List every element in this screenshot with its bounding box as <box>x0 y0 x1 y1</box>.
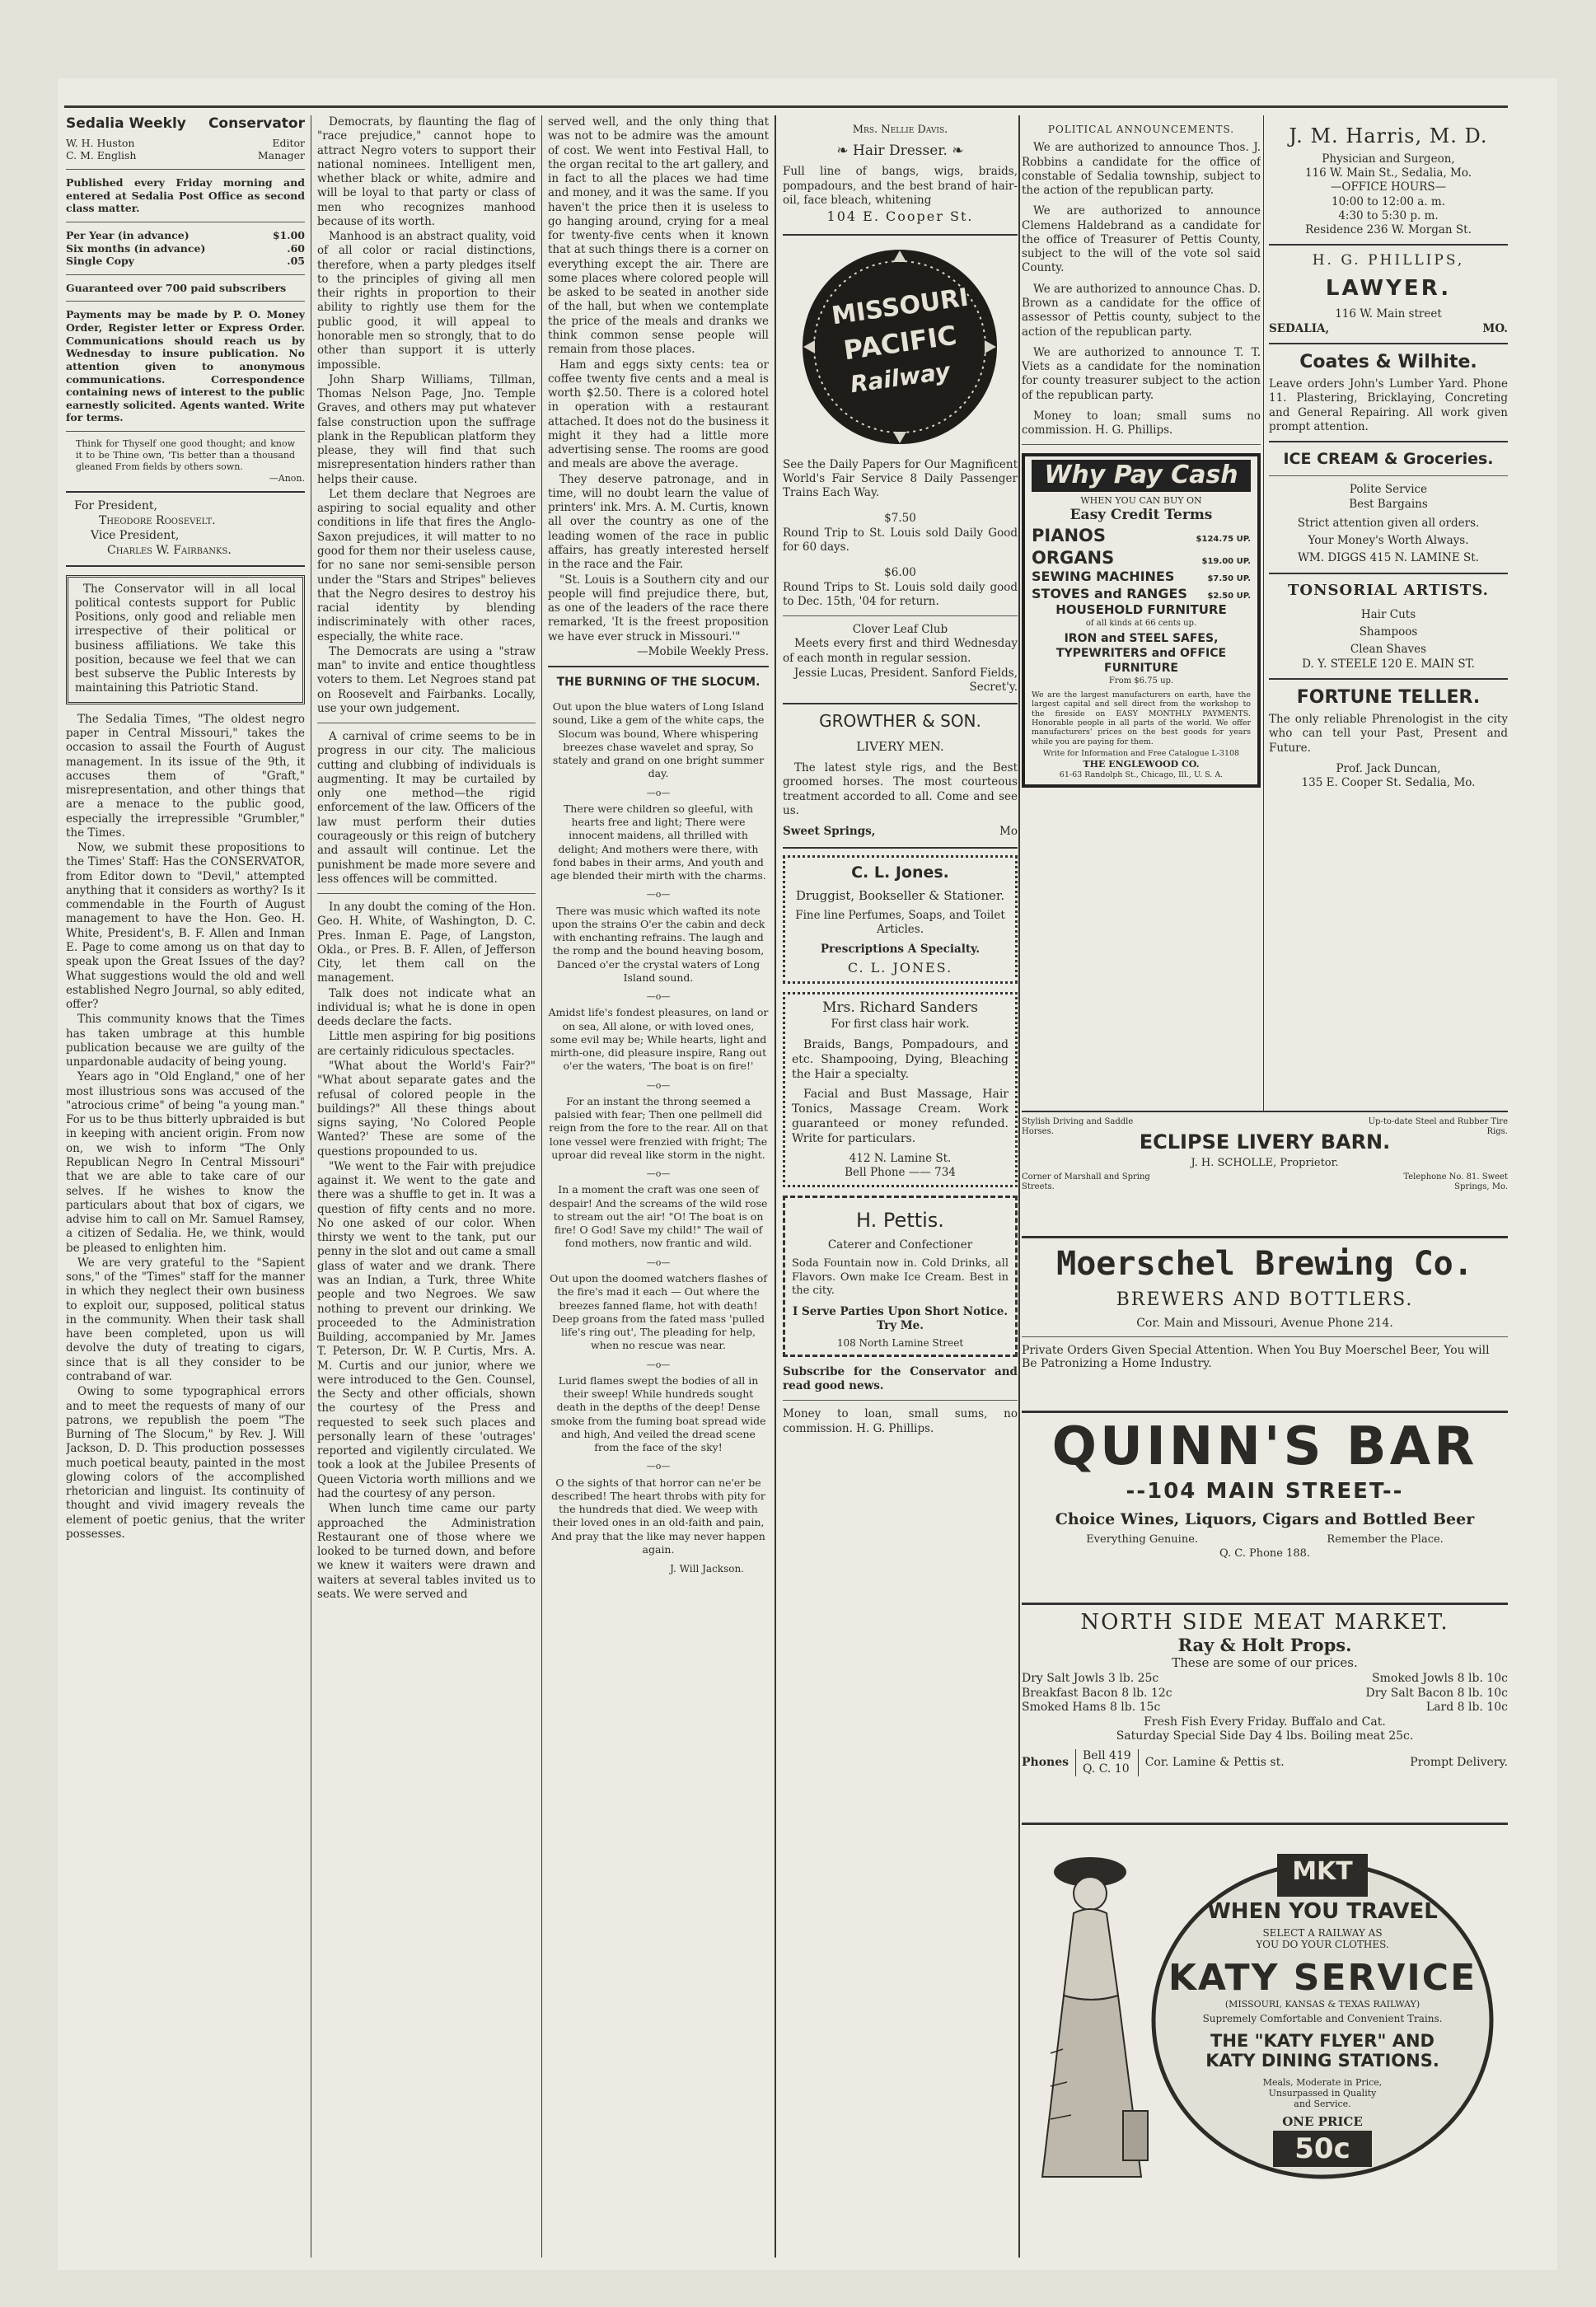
ad-title: FORTUNE TELLER. <box>1296 686 1481 708</box>
verse: Think for Thyself one good thought; and know it to be Thine own, 'Tis better than a thousand gleaned From fields by others sown. <box>76 438 295 472</box>
ad-line: Supremely Comfortable and Convenient Trains. <box>1202 2013 1443 2024</box>
phone-bell: Bell 419 <box>1083 1748 1131 1762</box>
article-paragraph: The Democrats are using a "straw man" to invite and entice thoughtless voters to them. Let Negroes stand pat on Roosevelt and Fairbanks. Locally, use your own judgement. <box>317 644 536 715</box>
price-row <box>1022 1701 1508 1715</box>
price-item: Lard 8 lb. 10c <box>1425 1701 1508 1714</box>
ad-subtitle: LAWYER. <box>1325 276 1452 302</box>
editor-role: Editor <box>272 136 305 149</box>
notices: Payments may be made by P. O. Money Order, Register letter or Express Order. Communications should reach us by Wednesday to insure publication. No attention given to anonymous communications. Correspondence containing news of interest to the public earnestly solicited. Agents wanted. Write for terms. <box>66 308 305 424</box>
ad-title: WHEN YOU TRAVEL <box>1207 1899 1438 1924</box>
article-credit: —Mobile Weekly Press. <box>637 644 769 658</box>
ad-title: NORTH SIDE MEAT MARKET. <box>1080 1610 1449 1635</box>
column-rule <box>541 115 542 2258</box>
price-item: Dry Salt Jowls 3 lb. 25c <box>1022 1672 1159 1685</box>
article-paragraph: Talk does not indicate what an individual is; what he is done in open deeds declare the facts. <box>317 986 536 1029</box>
ad-subtitle: Caterer and Confectioner <box>827 1238 973 1252</box>
product-name: STOVES and RANGES <box>1032 585 1187 601</box>
column-4-ads <box>783 124 1018 2266</box>
ad-address: 116 W. Main street <box>1335 307 1442 321</box>
article-paragraph: "What about the World's Fair?" "What about separate gates and the refusal of colored people in the buildings?" All these things about signs saying, 'No Colored People Wanted?' These are some of the questions propounded to us. <box>317 1060 536 1158</box>
column-2 <box>317 115 536 2274</box>
ad-note: Up-to-date Steel and Rubber Tire Rigs. <box>1368 1117 1508 1136</box>
ad-address: 116 W. Main St., Sedalia, Mo. <box>1304 166 1472 180</box>
logo-text: Railway <box>848 357 952 399</box>
publication-info: Published every Friday morning and entered at Sedalia Post Office as second class matter. <box>66 176 305 215</box>
ad-state: Mo <box>999 825 1018 839</box>
rate-row <box>66 255 305 268</box>
ad-address: 412 N. Lamine St. <box>849 1151 952 1165</box>
article-paragraph: When lunch time came our party approached the Administration Restaurant one of those where we looked to be turned down, and before we knew it waiters were drawn and waiters at several tables invited us to seats. We were served and <box>317 1502 536 1601</box>
ad-proprietor: J. H. SCHOLLE, Proprietor. <box>1191 1157 1339 1169</box>
column-rule <box>1018 115 1020 2258</box>
ad-body: The latest style rigs, and the Best groomed horses. The most courteous treatment accorded to all. Come and see us. <box>783 761 1018 817</box>
masthead <box>66 115 305 133</box>
product-name: ORGANS <box>1032 547 1115 568</box>
ticket <box>66 499 305 559</box>
ad-title: QUINN'S BAR <box>1051 1416 1478 1477</box>
ad-note: Stylish Driving and Saddle Horses. <box>1022 1117 1134 1136</box>
ad-line: Best Bargains <box>1349 497 1428 511</box>
ticket-line: Vice President, <box>91 528 180 542</box>
ad-quinns-bar <box>1022 1411 1508 1596</box>
ad-address: WM. DIGGS 415 N. LAMINE St. <box>1298 551 1479 565</box>
poem-stanza: In a moment the craft was one seen of despair! And the screams of the wild rose to stream out the air! "O! The boat is on fire! O God! Save my child!" The wail of fond mothers, now frantic and wild. <box>549 1183 768 1250</box>
fare-text: Round Trips to St. Louis sold daily good to Dec. 15th, '04 for return. <box>783 580 1018 608</box>
ad-subtitle: LIVERY MEN. <box>856 738 944 754</box>
ad-body: Full line of bangs, wigs, braids, pompadours, and the best brand of hair-oil, face bleach, whitening <box>783 165 1018 207</box>
ad-address: Cor. Main and Missouri, Avenue Phone 214. <box>1136 1317 1393 1330</box>
masthead-title: Sedalia Weekly <box>66 115 186 132</box>
ad-address: 135 E. Cooper St. Sedalia, Mo. <box>1301 776 1476 790</box>
price-item: Dry Salt Bacon 8 lb. 10c <box>1365 1686 1508 1700</box>
ad-line: Shampoos <box>1359 625 1418 639</box>
product-price: $7.50 UP. <box>1207 574 1251 584</box>
column-3 <box>548 115 769 2274</box>
katy-logo-text: MKT <box>1292 1857 1353 1886</box>
product-price: of all kinds at 66 cents up. <box>1085 618 1197 628</box>
ad-price-label: ONE PRICE <box>1282 2114 1363 2129</box>
ad-hours: 10:00 to 12:00 a. m. <box>1332 194 1445 208</box>
ad-body: See the Daily Papers for Our Magnificent World's Fair Service 8 Daily Passenger Trains Each Way. <box>783 457 1018 500</box>
ad-line: Your Money's Worth Always. <box>1308 534 1469 548</box>
ad-trade: ❧ Hair Dresser. ❧ <box>836 142 964 159</box>
poem-stanza: O the sights of that horror can ne'er be described! The heart throbs with pity for the hundreds that died. We weep with their loved ones in an old-faith and pain, And pray that the like may never happen again. <box>551 1476 765 1556</box>
ad-body: The only reliable Phrenologist in the city who can tell your Past, Present and Future. <box>1269 712 1508 755</box>
ad-address: D. Y. STEELE 120 E. MAIN ST. <box>1302 657 1475 671</box>
product-price: $19.00 UP. <box>1201 556 1251 566</box>
product-name: HOUSEHOLD FURNITURE <box>1055 602 1227 618</box>
rate-row <box>66 229 305 242</box>
ad-north-side-meat-market <box>1022 1603 1508 1817</box>
lady-traveler-illustration-icon <box>1026 1839 1158 2185</box>
rate-price: .60 <box>287 241 305 255</box>
manager-name: C. M. English <box>66 149 137 162</box>
rate-label: Per Year (in advance) <box>66 228 190 241</box>
phone-qc: Q. C. 10 <box>1083 1762 1130 1776</box>
column-1 <box>66 115 305 2274</box>
ad-title: J. M. Harris, M. D. <box>1289 124 1488 147</box>
money-notice: Money to loan, small sums, no commission. H. G. Phillips. <box>783 1407 1018 1435</box>
poem-stanza: There were children so gleeful, with hearts free and light; There were innocent maidens, all thrilled with delight; And mothers were there, with fond babes in their arms, And youth and age blended their mirth with the charms. <box>550 802 766 882</box>
ad-catalogue: Write for Information and Free Catalogue L-3108 <box>1042 749 1240 759</box>
product-name: IRON and STEEL SAFES, TYPEWRITERS and OFFICE FURNITURE <box>1055 632 1227 676</box>
price-item: Smoked Hams 8 lb. 15c <box>1022 1701 1161 1714</box>
ad-hours-title: —OFFICE HOURS— <box>1330 180 1447 194</box>
rate-label: Six months (in advance) <box>66 241 206 255</box>
product-name: PIANOS <box>1032 525 1107 545</box>
ad-body: Soda Fountain now in. Cold Drinks, all Flavors. Own make Ice Cream. Best in the city. <box>792 1257 1009 1298</box>
fare-text: Round Trip to St. Louis sold Daily Good for 60 days. <box>783 526 1018 554</box>
rate-label: Single Copy <box>66 255 134 268</box>
ad-title: Clover Leaf Club <box>852 623 948 637</box>
price-list <box>1022 1672 1508 1744</box>
article-paragraph: In any doubt the coming of the Hon. Geo. H. White, of Washington, D. C. Pres. Inman E. Page, of Langston, Okla., or Pres. B. F. Allen, of Jefferson City, let them call on the management. <box>317 901 536 985</box>
ad-city: SEDALIA, <box>1269 321 1330 335</box>
ticket-president: Theodore Roosevelt. <box>99 513 216 527</box>
poem-stanza: Amidst life's fondest pleasures, on land or on sea, All alone, or with loved ones, some evil may be; While hearts, light and mirth-one, did pleasure inspire, Rang out o'er the waters, 'The boat is on fire!' <box>548 1006 769 1073</box>
ad-growther-livery <box>783 711 1018 839</box>
editor-line <box>66 137 305 150</box>
article-paragraph: They deserve patronage, and in time, will no doubt learn the value of printers' ink. Mrs. A. M. Curtis, known all over the country as one of the leading women of the race in public affairs, has greatly interested herself in the race and the Fair. <box>548 472 769 572</box>
political-announcement: We are authorized to announce Chas. D. Brown as a candidate for the office of assessor of Pettis county, subject to the action of the republican party. <box>1022 282 1261 339</box>
ad-why-pay-cash <box>1022 453 1261 787</box>
price-row <box>1022 1687 1508 1701</box>
article-paragraph: Ham and eggs sixty cents: tea or coffee twenty five cents and a meal is worth $2.50. There is a colored hotel in operation with a restaurant attached. It does not do the business it might it they had a little more advertising sense. The rooms are good and meals are above the average. <box>548 358 769 471</box>
political-announcement: Money to loan; small sums no commission. H. G. Phillips. <box>1022 409 1261 438</box>
ad-trade-text: Hair Dresser. <box>853 142 948 159</box>
ad-richard-sanders <box>783 992 1018 1187</box>
political-announcement: We are authorized to announce Clemens Haldebrand as a candidate for the office of Treasurer of Pettis County, subject to the will of the vote sol said County. <box>1022 204 1261 275</box>
manager-line <box>66 149 305 162</box>
political-announcements-title: POLITICAL ANNOUNCEMENTS. <box>1047 124 1235 135</box>
product-row <box>1032 525 1251 547</box>
product-price: From $6.75 up. <box>1108 676 1174 686</box>
ad-hair-dresser <box>783 124 1018 226</box>
product-name: SEWING MACHINES <box>1032 569 1175 585</box>
katy-circle <box>1145 1847 1500 2185</box>
poem-stanza: Out upon the doomed watchers flashes of the fire's mad it each — Out where the breezes fanned flame, hot with death! Deep groans from the fated mass 'pulled life's ring out', The pleading for help, when no rescue was near. <box>550 1272 767 1352</box>
ad-title: H. Pettis. <box>856 1209 944 1233</box>
ad-clover-leaf-club <box>783 623 1018 695</box>
rates-table <box>66 229 305 268</box>
ad-terms: Easy Credit Terms <box>1069 506 1213 523</box>
logo-text: PACIFIC <box>841 319 959 367</box>
rate-row <box>66 242 305 255</box>
article-paragraph: Little men aspiring for big positions are certainly ridiculous spectacles. <box>317 1030 536 1058</box>
missouri-pacific-logo <box>783 244 1018 450</box>
ad-phone: Telephone No. 81. Sweet Springs, Mo. <box>1403 1172 1508 1191</box>
poem-stanza: There was music which wafted its note upon the strains O'er the cabin and deck with enchanting refrains. The laugh and the romp and the bound heaving bosom, Danced o'er the crystal waters of Long Island sound. <box>551 904 765 984</box>
article-paragraph: Years ago in "Old England," one of her most illustrious sons was accused of the "atrocious crime" of being "a young man." For us to be thus bitterly upbraided is but in keeping with ancient origin. From now on, we wish to inform "The Only Republican Negro In Central Missouri" that we are able to take care of our selves. If he wishes to know the particulars about that box of cigars, we advise him to call on Mr. Samuel Ramsey, a citizen of Sedalia. He, we think, would be pleased to enlighten him. <box>66 1070 305 1255</box>
ad-headline: KATY SERVICE <box>1168 1957 1477 1999</box>
ad-body: Fine line Perfumes, Soaps, and Toilet Articles. <box>795 908 1005 937</box>
ad-line: Meals, Moderate in Price, Unsurpassed in Quality and Service. <box>1262 2077 1383 2109</box>
ad-residence: Residence 236 W. Morgan St. <box>1305 223 1472 237</box>
ad-tagline-row <box>1022 1533 1508 1546</box>
column-6 <box>1269 124 1508 1236</box>
ticket-line: For President, <box>74 499 157 512</box>
phone-numbers <box>1075 1749 1139 1777</box>
ad-title: Moerschel Brewing Co. <box>1056 1245 1473 1283</box>
ad-body: Private Orders Given Special Attention. When You Buy Moerschel Beer, You will Be Patronizing a Home Industry. <box>1022 1344 1490 1370</box>
ad-hours: 4:30 to 5:30 p. m. <box>1338 208 1439 222</box>
ad-signature: C. L. JONES. <box>847 959 953 976</box>
ad-line: Strict attention given all orders. <box>1297 516 1480 530</box>
ad-h-pettis <box>783 1196 1018 1357</box>
ad-subtitle: Ray & Holt Props. <box>1177 1635 1352 1655</box>
ad-title: H. G. PHILLIPS, <box>1312 252 1465 269</box>
ad-company: THE ENGLEWOOD CO. <box>1083 759 1200 770</box>
ad-katy-service <box>1022 1823 1508 2193</box>
ad-signature: Prof. Jack Duncan, <box>1336 761 1441 775</box>
article-paragraph: Manhood is an abstract quality, void of all color or racial distinctions, therefore, when a party pledges itself to the principles of giving all men their rights in proportion to their ability to rightly use them for the public good, it will appeal to honorable men so strongly, that to do other than support it is utterly impossible. <box>317 230 536 372</box>
fare-price: $7.50 <box>884 512 916 526</box>
phones-label: Phones <box>1022 1756 1069 1770</box>
ad-address: Corner of Marshall and Spring Streets. <box>1022 1172 1150 1191</box>
ad-title: Mrs. Richard Sanders <box>822 999 978 1017</box>
ad-address: 108 North Lamine Street <box>836 1336 964 1349</box>
product-row <box>1032 547 1251 569</box>
poem-author: J. Will Jackson. <box>670 1563 744 1575</box>
ad-state: MO. <box>1482 321 1508 335</box>
ad-line: (MISSOURI, KANSAS & TEXAS RAILWAY) <box>1224 1999 1420 2010</box>
poem-stanza: Out upon the blue waters of Long Island sound, Like a gem of the white caps, the Slocum was bound, Where whispering breezes chase wavelet and spray, So stately and grand on one bright summer day. <box>552 700 765 780</box>
ad-title: C. L. Jones. <box>851 863 949 882</box>
article-paragraph: Democrats, by flaunting the flag of "race prejudice," cannot hope to attract Negro voters to support their national nominees. Intelligent men, whether black or white, admire and will be loyal to that party or class of men who recognizes manhood because of its worth. <box>317 115 536 228</box>
fare-price: $6.00 <box>884 566 916 580</box>
product-row <box>1032 569 1251 585</box>
ad-address: 104 E. Cooper St. <box>826 208 974 225</box>
ad-address: --104 MAIN STREET-- <box>1126 1479 1404 1504</box>
ad-body: Braids, Bangs, Pompadours, and etc. Shampooing, Dying, Bleaching the Hair a specialty. <box>792 1038 1009 1082</box>
article-paragraph: John Sharp Williams, Tillman, Thomas Nelson Page, Jno. Temple Graves, and others may put whatever false construction upon the suffrage plank in the Republican platform they please, they will find that such misrepresentation hinders rather than helps their cause. <box>317 372 536 486</box>
article-paragraph: "We went to the Fair with prejudice against it. We went to the gate and there was a shuffle to get in. It was a question of fifty cents and no more. No one asked of our color. When thirsty we went to the tank, put our penny in the slot and out came a small glass of water and we drank. There was an Indian, a Turk, three White people and two Negroes. We saw nothing to prevent our drinking. We proceeded to the Administration Building, accompanied by Mr. James T. Peterson, Dr. W. P. Curtis, Mrs. A. M. Curtis and our junior, where we were introduced to the Gen. Counsel, the Secty and other officials, shown the courtesy of the Press and requested to seek such places and personally learn of these 'outrages' reported and vigilently circulated. We took a look at the Jubilee Presents of Queen Victoria worth millions and we had the courtesy of any person. <box>317 1159 536 1500</box>
ad-moerschel-brewing <box>1022 1236 1508 1405</box>
column-rule <box>1263 115 1264 1112</box>
ad-title: ICE CREAM & Groceries. <box>1283 450 1494 469</box>
ad-tagline: Remember the Place. <box>1327 1533 1444 1547</box>
verse-attribution: —Anon. <box>269 473 305 484</box>
article-paragraph: We are very grateful to the "Sapient sons," of the "Times" staff for the manner in which they neglect their own business to exploit our, supposed, political status in the community. When their task shall have been completed, upon us will devolve the duty of treating to cigars, since that is all they consider to be contraband of war. <box>66 1256 305 1383</box>
column-5 <box>1022 124 1261 1236</box>
ad-contact-row <box>1022 1749 1508 1777</box>
ad-phone: Bell Phone —— 734 <box>845 1165 956 1179</box>
logo-text: MISSOURI <box>830 283 971 331</box>
article-paragraph: Let them declare that Negroes are aspiring to social equality and other conditions in life that fires the Anglo-Saxon prejudices, it will matter to no good for them nor their useless cause, for no sane nor semi-sensible person under the "Stars and Stripes" believes that the Negro desires to destroy his racial identity by blending indiscriminately with other races, especially, the white race. <box>317 487 536 643</box>
poem-title: THE BURNING OF THE SLOCUM. <box>556 676 761 690</box>
ad-body: Meets every first and third Wednesday of each month in regular session. <box>783 637 1018 665</box>
ad-intro: These are some of our prices. <box>1172 1655 1358 1670</box>
ad-line: Polite Service <box>1349 483 1428 497</box>
ad-officers: Jessie Lucas, President. Sanford Fields, Secret'y. <box>793 666 1018 695</box>
price-item: Breakfast Bacon 8 lb. 12c <box>1022 1686 1172 1700</box>
article-paragraph: Now, we submit these propositions to the Times' Staff: Has the CONSERVATOR, from Editor down to "Devil," attempted anything that it considers as worthy? Is it commendable in the Fourth of August management to have the Hon. Geo. H. White, President's, B. F. Allen and Inman E. Page to come among us on that day to speak upon the Great Issues of the day? What suggestions would the old and well established Negro Journal, so ably edited, offer? <box>66 841 305 1012</box>
ad-delivery: Prompt Delivery. <box>1410 1756 1508 1770</box>
ad-line: SELECT A RAILWAY AS YOU DO YOUR CLOTHES. <box>1256 1927 1389 1950</box>
ad-subtitle: WHEN YOU CAN BUY ON <box>1080 494 1202 506</box>
article-paragraph: A carnival of crime seems to be in progress in our city. The malicious cutting and clubbing of individuals is augmenting. It may be curtailed by only one method—the rigid enforcement of the law. Officers of the law must perform their duties courageously or this reign of butchery and assault will continue. Let the punishment be made more severe and less offences will be committed. <box>317 730 536 886</box>
ad-body: Facial and Bust Massage, Hair Tonics, Massage Cream. Work guaranteed or money refunded. Write for particulars. <box>792 1087 1009 1145</box>
product-row <box>1032 586 1251 602</box>
article-paragraph: served well, and the only thing that was not to be admire was the amount of cost. We went into Festival Hall, to the organ recital to the art gallery, and in fact to all the places we had time and money, and it was the same. If you haven't the price then it is useless to go hanging around, crying for a meal for twenty-five cents when it known that at such things there is a corner on everything except the air. There are some places where colored people will be asked to be seated in another side of the hall, but when we contemplate the price of the meals and dranks we think common sense people will remain from those places. <box>548 115 769 357</box>
ad-subtitle: For first class hair work. <box>831 1017 970 1031</box>
ad-line: Clean Shaves <box>1350 643 1427 657</box>
policy-box <box>66 575 305 704</box>
price-note: Fresh Fish Every Friday. Buffalo and Cat. <box>1144 1715 1386 1729</box>
ad-highlight: I Serve Parties Upon Short Notice. Try Me. <box>792 1304 1009 1333</box>
ad-footer-row <box>1022 1172 1508 1192</box>
subscribe-notice: Subscribe for the Conservator and read good news. <box>783 1364 1018 1393</box>
product-price: $2.50 UP. <box>1207 591 1251 601</box>
top-rule <box>64 105 1508 108</box>
product-price: $124.75 UP. <box>1196 534 1251 544</box>
masthead-title-2: Conservator <box>208 115 305 132</box>
rate-price: .05 <box>287 255 305 268</box>
column-rule <box>775 115 776 2258</box>
article-paragraph: This community knows that the Times has taken umbrage at this humble publication because we are guilty of the unpardonable audacity of being young. <box>66 1013 305 1069</box>
ad-title: Mrs. Nellie Davis. <box>852 124 948 136</box>
poem-stanza: For an instant the throng seemed a palsied with fear; Then one pellmell did reign from the fore to the rear. All on that lone vessel were frenzied with fright; The uproar did reveal like storm in the night. <box>549 1094 768 1161</box>
policy-text: The Conservator will in all local political contests support for Public Positions, only good and reliable men irrespective of their political or business affiliations. We take this position, because we feel that we can best subserve the Public Interests by maintaining this Patriotic Stand. <box>75 582 296 695</box>
price-item: Smoked Jowls 8 lb. 10c <box>1372 1672 1508 1685</box>
ad-highlight: Prescriptions A Specialty. <box>820 942 981 956</box>
ad-subtitle: BREWERS AND BOTTLERS. <box>1116 1289 1414 1310</box>
ad-title: TONSORIAL ARTISTS. <box>1288 581 1489 599</box>
ad-subtitle: Druggist, Bookseller & Stationer. <box>795 887 1005 903</box>
circulation: Guaranteed over 700 paid subscribers <box>66 281 287 294</box>
ad-title: Why Pay Cash <box>1032 460 1251 491</box>
article-paragraph: The Sedalia Times, "The oldest negro paper in Central Missouri," takes the occasion to assail the Fourth of August management. In its issue of the 9th, it accuses them of "Graft," misrepresentation, and other things that are a menace to the public good, especially the irrepressible "Grumbler," the Times. <box>66 712 305 840</box>
ad-title: ECLIPSE LIVERY BARN. <box>1139 1130 1391 1154</box>
editor-name: W. H. Huston <box>66 136 135 149</box>
ad-body: We are the largest manufacturers on earth, have the largest capital and sell direct from the workshop to the fireside on EASY MONTHLY PAYMENTS. Honorable people in all parts of the world. We offer manufacturers' prices on the best goods for years while you are paying for them. <box>1032 690 1251 746</box>
ad-line: Hair Cuts <box>1360 607 1416 621</box>
manager-role: Manager <box>257 149 305 162</box>
ticket-vice-president: Charles W. Fairbanks. <box>107 543 232 557</box>
ad-address: Cor. Lamine & Pettis st. <box>1144 1756 1285 1770</box>
article-paragraph: "St. Louis is a Southern city and our people will find prejudice there, but, as one of the leaders of the race there remarked, 'It is the freest proposition we have ever struck in Missouri.'" <box>548 573 769 643</box>
ad-eclipse-livery <box>1022 1111 1508 1234</box>
ad-town: Sweet Springs, <box>783 825 876 839</box>
poem-stanza: Lurid flames swept the bodies of all in their sweep! While hundreds sought death in the depths of the deep! Dense smoke from the fuming boat spread wide and high, And veiled the dread scene from the face of the sky! <box>550 1373 766 1454</box>
ad-subtitle: Physician and Surgeon, <box>1322 152 1455 166</box>
ad-tagline: Everything Genuine. <box>1086 1533 1199 1547</box>
ad-phone: Q. C. Phone 188. <box>1219 1547 1311 1561</box>
ad-title: GROWTHER & SON. <box>819 711 981 732</box>
political-announcement: We are authorized to announce T. T. Viets as a candidate for the nomination for county treasurer subject to the action of the republican party. <box>1022 345 1261 402</box>
poem: Out upon the blue waters of Long Island sound, Like a gem of the white caps, the Slocum was bound, Where whispering breezes chase wavelet and spray, So stately and grand on one bright summer day. —o— There were children so gleeful, with hearts free and light; There were innocent maidens, all thrilled with delight; And mothers were there, with fond babes in their arms, And youth and age blended their mirth with the charms. —o— There was music which wafted its note upon the strains O'er the cabin and deck with enchanting refrains. The laugh and the romp and the bound heaving bosom, Danced o'er the crystal waters of Long Island sound. —o— Amidst life's fondest pleasures, on land or on sea, All alone, or with loved ones, some evil may be; While hearts, light and mirth-one, did pleasure inspire, Rang out o'er the waters, 'The boat is on fire!' —o— For an instant the throng seemed a palsied with fear; Then one pellmell did reign from the fore to the rear. All on that lone vessel were frenzied with fright; The uproar did reveal like storm in the night. —o— In a moment the craft was one seen of despair! And the screams of the wild rose to stream out the air! "O! The boat is on fire! O God! Save my child!" The wail of fond mothers, now frantic and wild. —o— Out upon the doomed watchers flashes of the fire's mad it each — Out where the breezes fanned flame, hot with death! Deep groans from the fated mass 'pulled life's ring out', The pleading for help, when no rescue was near. —o— Lurid flames swept the bodies of all in their sweep! While hundreds sought death in the depths of the deep! Dense smoke from the fuming boat spread wide and high, And veiled the dread scene from the face of the sky! —o— O the sights of that horror can ne'er be described! The heart throbs with pity for the hundreds that died. We weep with their loved ones in an old-faith and pain, And pray that the like may never happen again. <box>548 700 769 1556</box>
ad-body: Leave orders John's Lumber Yard. Phone 11. Plastering, Bricklaying, Concreting and General Repairing. All work given prompt attention. <box>1269 377 1508 433</box>
ad-cl-jones <box>783 855 1018 984</box>
ad-subheadline: THE "KATY FLYER" AND KATY DINING STATIONS. <box>1205 2031 1439 2071</box>
ad-price: 50c <box>1273 2131 1371 2167</box>
ad-title: Coates & Wilhite. <box>1299 351 1477 372</box>
ad-address: 61-63 Randolph St., Chicago, Ill., U. S. A. <box>1059 770 1224 780</box>
rate-price: $1.00 <box>272 228 305 241</box>
political-announcement: We are authorized to announce Thos. J. Robbins a candidate for the office of constable of Sedalia township, subject to the action of the republican party. <box>1022 141 1261 198</box>
price-row <box>1022 1672 1508 1687</box>
ad-city-line <box>1269 322 1508 336</box>
ad-location <box>783 825 1018 839</box>
price-note: Saturday Special Side Day 4 lbs. Boiling meat 25c. <box>1116 1729 1414 1743</box>
article-paragraph: Owing to some typographical errors and to meet the requests of many of our patrons, we republish the poem "The Burning of The Slocum," by Rev. J. Will Jackson, D. D. This production possesses much poetical beauty, painted in the most glowing colors of the accomplished rhetorician and linguist. Its continuity of thought and vivid imagery reveals the element of poetic genius, that the writer possesses. <box>66 1385 305 1541</box>
ad-subtitle: Choice Wines, Liquors, Cigars and Bottled Beer <box>1055 1510 1475 1529</box>
